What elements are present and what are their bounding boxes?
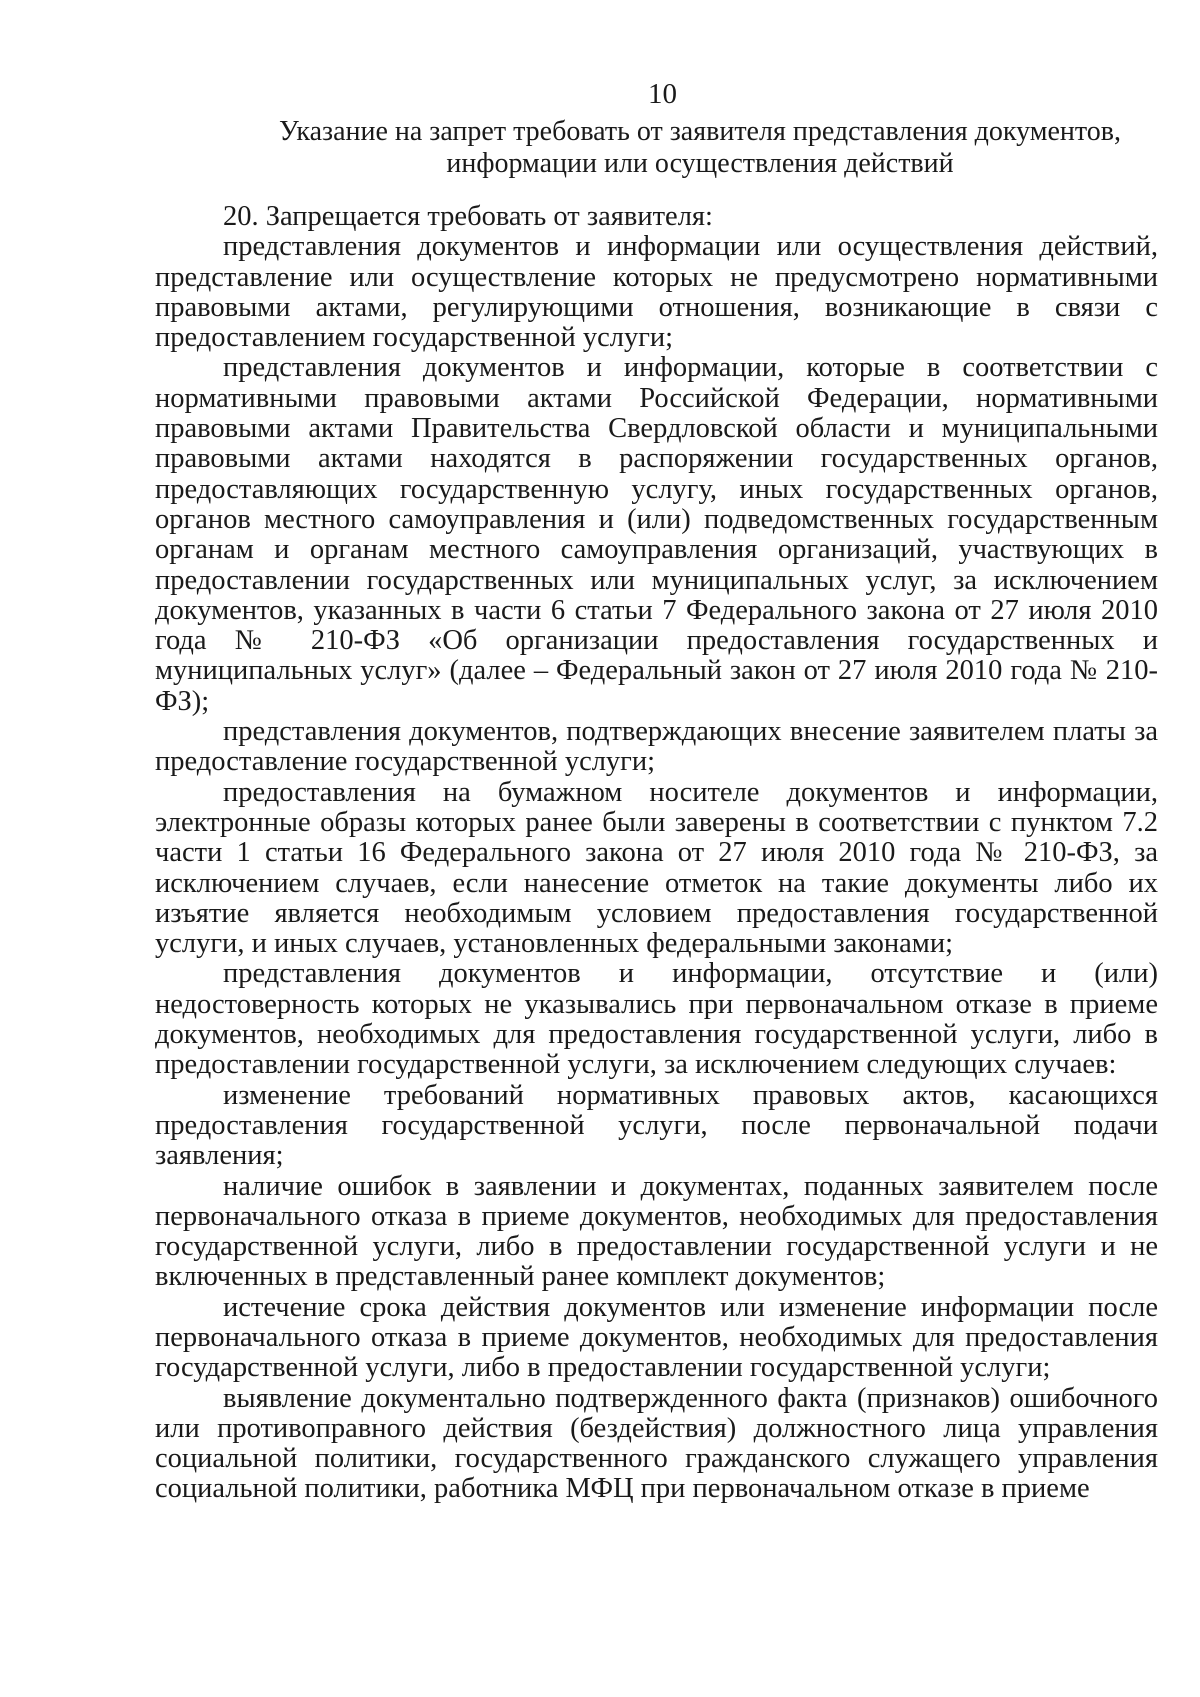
paragraph-item: предоставления на бумажном носителе документов и информации, электронные образы которых ранее были заверены в соответствии с пунктом 7.2 части 1 статьи 16 Федерального закона от 27 июля 2010 года № 210-ФЗ, за исключением случаев, если нанесение отметок на такие документы либо их изъятие является необходимым условием предоставления государственной услуги, и иных случаев, установленных федеральными законами; [155, 776, 1158, 960]
paragraph-item: представления документов и информации или осуществления действий, представление или осуществление которых не предусмотрено нормативными правовыми актами, регулирующими отношения, возникающие в связи с предоставлением государственной услуги; [155, 231, 1158, 354]
paragraph-item: представления документов, подтверждающих внесение заявителем платы за предоставление государственной услуги; [155, 716, 1158, 778]
section-heading-line-1: Указание на запрет требовать от заявителя представления документов, [279, 116, 1121, 147]
paragraph-clause-20: 20. Запрещается требовать от заявителя: [223, 201, 713, 232]
paragraph-subitem: выявление документально подтвержденного факта (признаков) ошибочного или противоправного действия (бездействия) должностного лица управления социальной политики, государственного гражданского служащего управления социальной политики, работника МФЦ при первоначальном отказе в приеме [155, 1382, 1158, 1505]
section-heading [200, 116, 1200, 180]
document-body [155, 202, 1158, 1505]
paragraph-subitem: истечение срока действия документов или изменение информации после первоначального отказа в приеме документов, необходимых для предоставления государственной услуги, либо в предоставлении государственной услуги; [155, 1291, 1158, 1384]
section-heading-line-2: информации или осуществления действий [446, 148, 954, 179]
paragraph-item: представления документов и информации, которые в соответствии с нормативными правовыми актами Российской Федерации, нормативными правовыми актами Правительства Свердловской области и муниципальными правовыми актами находятся в распоряжении государственных органов, предоставляющих государственную услугу, иных государственных органов, органов местного самоуправления и (или) подведомственных государственным органам и органам местного самоуправления организаций, участвующих в предоставлении государственных или муниципальных услуг, за исключением документов, указанных в части 6 статьи 7 Федерального закона от 27 июля 2010 года № 210-ФЗ «Об организации предоставления государственных и муниципальных услуг» (далее – Федеральный закон от 27 июля 2010 года № 210-ФЗ); [155, 352, 1158, 717]
paragraph-subitem: наличие ошибок в заявлении и документах, поданных заявителем после первоначального отказа в приеме документов, необходимых для предоставления государственной услуги, либо в предоставлении государственной услуги и не включенных в представленный ранее комплект документов; [155, 1170, 1158, 1293]
page-number: 10 [648, 78, 677, 110]
paragraph-subitem: изменение требований нормативных правовых актов, касающихся предоставления государственной услуги, после первоначальной подачи заявления; [155, 1079, 1158, 1172]
paragraph-item: представления документов и информации, отсутствие и (или) недостоверность которых не указывались при первоначальном отказе в приеме документов, необходимых для предоставления государственной услуги, либо в предоставлении государственной услуги, за исключением следующих случаев: [155, 958, 1158, 1081]
